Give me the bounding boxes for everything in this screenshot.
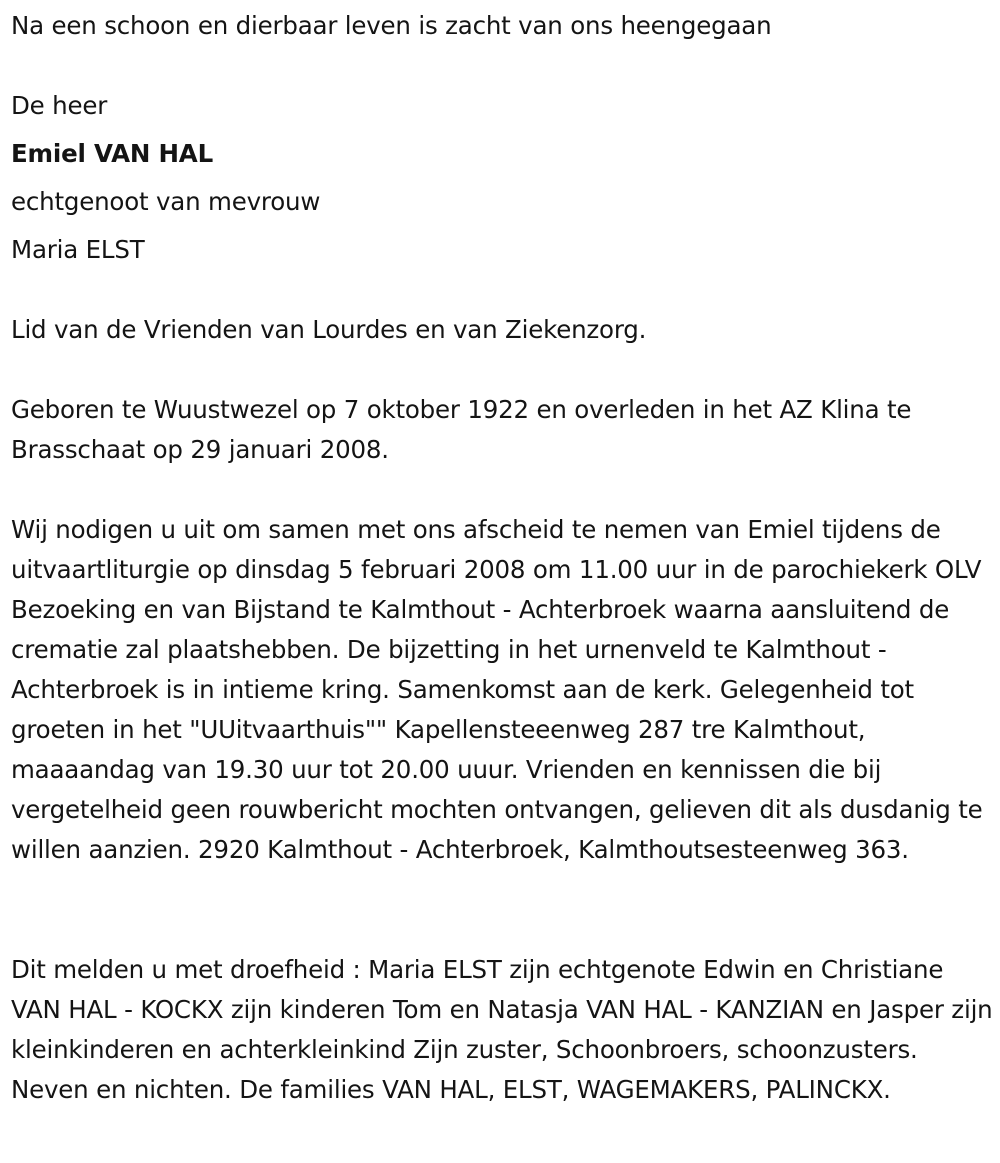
deceased-name: Emiel VAN HAL [11, 139, 213, 168]
salutation: De heer [11, 91, 108, 120]
spouse-label: echtgenoot van mevrouw [11, 187, 321, 216]
intro-line: Na een schoon en dierbaar leven is zacht van ons heengegaan [11, 11, 772, 40]
announcers-paragraph: Dit melden u met droefheid : Maria ELST zijn echtgenote Edwin en Christiane VAN HAL - KOCKX zijn kinderen Tom en Natasja VAN HAL - KANZIAN en Jasper zijn kleinkinderen en achterkleinkind Zijn zuster, Schoonbroers, schoonzusters. Neven en nichten. De families VAN HAL, ELST, WAGEMAKERS, PALINCKX. [11, 955, 993, 1104]
funeral-paragraph: Wij nodigen u uit om samen met ons afscheid te nemen van Emiel tijdens de uitvaartliturgie op dinsdag 5 februari 2008 om 11.00 uur in de parochiekerk OLV Bezoeking en van Bijstand te Kalmthout - Achterbroek waarna aansluitend de crematie zal plaatshebben. De bijzetting in het urnenveld te Kalmthout - Achterbroek is in intieme kring. Samenkomst aan de kerk. Gelegenheid tot groeten in het "UUitvaarthuis"" Kapellensteeenweg 287 tre Kalmthout, maaaandag van 19.30 uur tot 20.00 uuur. Vrienden en kennissen die bij vergetelheid geen rouwbericht mochten ontvangen, gelieven dit als dusdanig te willen aanzien. 2920 Kalmthout - Achterbroek, Kalmthoutsesteenweg 363. [11, 515, 983, 864]
spouse-name: Maria ELST [11, 235, 145, 264]
membership-line: Lid van de Vrienden van Lourdes en van Ziekenzorg. [11, 315, 647, 344]
birth-death-paragraph: Geboren te Wuustwezel op 7 oktober 1922 en overleden in het AZ Klina te Brasschaat op 29 januari 2008. [11, 395, 912, 464]
